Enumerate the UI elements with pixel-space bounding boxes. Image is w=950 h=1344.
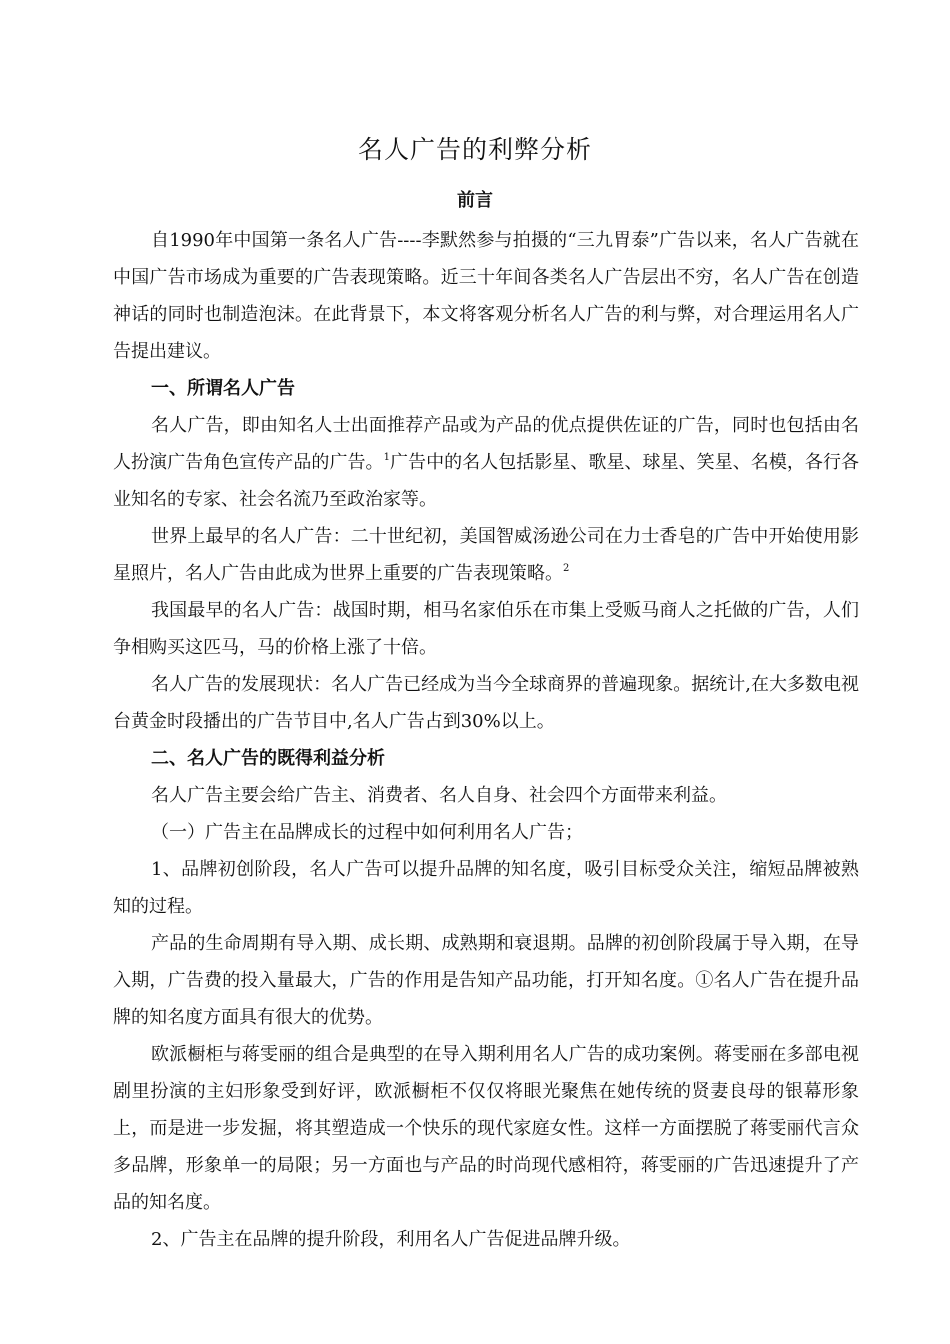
footnote-marker-2[interactable]: 2	[563, 563, 570, 574]
document-body	[113, 222, 859, 1258]
paragraph-point-1: 1、品牌初创阶段，名人广告可以提升品牌的知名度，吸引目标受众关注，缩短品牌被熟知的过程。	[113, 859, 859, 917]
paragraph-definition-text-a: 名人广告，即由知名人士出面推荐产品或为产品的优点提供佐证的广告，同时也包括由名人扮演广告角色宣传产品的广告。	[113, 415, 859, 473]
paragraph-case-study: 欧派橱柜与蒋雯丽的组合是典型的在导入期利用名人广告的成功案例。蒋雯丽在多部电视剧里扮演的主妇形象受到好评，欧派橱柜不仅仅将眼光聚焦在她传统的贤妻良母的银幕形象上，而是进一步发掘，将其塑造成一个快乐的现代家庭女性。这样一方面摆脱了蒋雯丽代言众多品牌，形象单一的局限；另一方面也与产品的时尚现代感相符，蒋雯丽的广告迅速提升了产品的知名度。	[113, 1044, 859, 1213]
paragraph-lifecycle: 产品的生命周期有导入期、成长期、成熟期和衰退期。品牌的初创阶段属于导入期，在导入期，广告费的投入量最大，广告的作用是告知产品功能，打开知名度。①名人广告在提升品牌的知名度方面具有很大的优势。	[113, 933, 859, 1028]
paragraph-world-earliest-text: 世界上最早的名人广告：二十世纪初，美国智威汤逊公司在力士香皂的广告中开始使用影星照片，名人广告由此成为世界上重要的广告表现策略。	[113, 526, 859, 584]
section-heading-1: 一、所谓名人广告	[151, 378, 295, 399]
paragraph-benefits-overview: 名人广告主要会给广告主、消费者、名人自身、社会四个方面带来利益。	[151, 785, 727, 806]
paragraph-current-status: 名人广告的发展现状：名人广告已经成为当今全球商界的普遍现象。据统计,在大多数电视台黄金时段播出的广告节目中,名人广告占到30%以上。	[113, 674, 859, 732]
paragraph-intro: 自1990年中国第一条名人广告----李默然参与拍摄的“三九胃泰”广告以来，名人广告就在中国广告市场成为重要的广告表现策略。近三十年间各类名人广告层出不穷，名人广告在创造神话的同时也制造泡沫。在此背景下，本文将客观分析名人广告的利与弊，对合理运用名人广告提出建议。	[113, 230, 859, 362]
footnote-marker-1[interactable]: 1	[383, 452, 390, 463]
section-heading-2: 二、名人广告的既得利益分析	[151, 748, 385, 769]
preface-heading: 前言	[457, 190, 493, 211]
paragraph-subsection-1: （一）广告主在品牌成长的过程中如何利用名人广告；	[151, 822, 583, 843]
paragraph-world-earliest	[113, 518, 859, 592]
paragraph-point-2: 2、广告主在品牌的提升阶段，利用名人广告促进品牌升级。	[151, 1229, 631, 1250]
document-title: 名人广告的利弊分析	[357, 135, 592, 164]
paragraph-china-earliest: 我国最早的名人广告：战国时期，相马名家伯乐在市集上受贩马商人之托做的广告，人们争相购买这匹马，马的价格上涨了十倍。	[113, 600, 859, 658]
paragraph-definition-text-b: 广告中的名人包括影星、歌星、球星、笑星、名模，各行各业知名的专家、社会名流乃至政治家等。	[113, 452, 859, 510]
paragraph-definition	[113, 407, 859, 518]
